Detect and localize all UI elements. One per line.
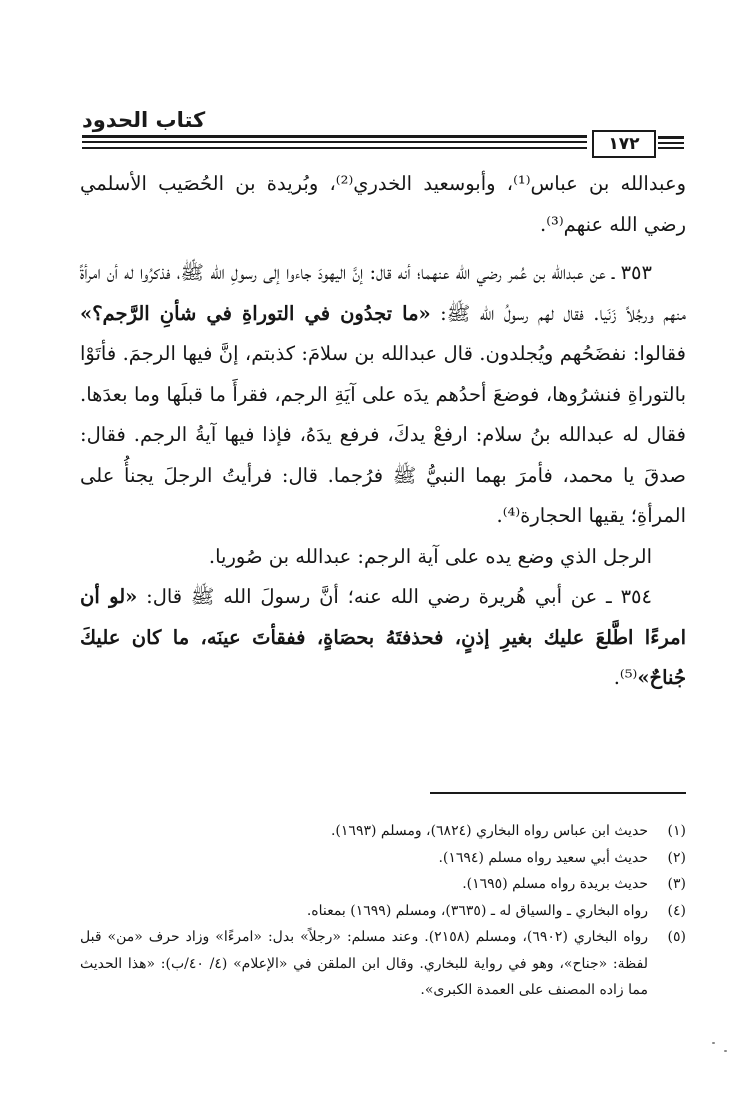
- header-rule: [82, 135, 587, 138]
- header-rule: [82, 141, 587, 143]
- footnote-text: رواه البخاري ـ والسياق له ـ (٣٦٣٥)، ومسلم (١٦٩٩) بمعناه.: [306, 902, 648, 919]
- footnote-text: حديث أبي سعيد رواه مسلم (١٦٩٤).: [438, 849, 648, 866]
- footnote-number: (٤): [667, 902, 686, 919]
- footnote: [80, 871, 686, 898]
- running-title: كتاب الحدود: [82, 108, 206, 132]
- footnote-number: (٥): [667, 929, 686, 945]
- hadith-353-quote: «ما تجدُون في التوراةِ في شأنِ الرَّجم؟»: [80, 301, 431, 325]
- footnote-number: (٣): [667, 876, 686, 892]
- page-number-ornament: [658, 142, 684, 144]
- page-number: ١٧٢: [592, 130, 656, 158]
- page-number-ornament: [658, 136, 684, 139]
- hadith-353-rest: فقالوا: نفضَحُهم ويُجلدون. قال عبدالله بن سلامَ: كذبتم، إنَّ فيها الرجمَ. فأتَوْا بالتوراةِ فنشرُوها، فوضعَ أحدُهم يدَه على آيَةِ الرجم، فقرأَ ما قبلَها وما بعدَها. فقال له عبدالله بنُ سلام: ارفعْ يدكَ، فرفع يدَهُ، فإذا فيها آيةُ الرجم. فقال: صدقَ يا محمد، فأمرَ بهما النبيُّ ﷺ فرُجما. قال: فرأيتُ الرجلَ يجنأُ على المرأةِ؛ يقيها الحجارة⁽⁴⁾.: [80, 342, 686, 527]
- hadith-354-intro: ٣٥٤ ـ عن أبي هُريرة رضي الله عنه؛ أنَّ رسولَ الله ﷺ قال:: [137, 585, 652, 608]
- hadith-354-quote: «لو أن امرءًا اطَّلعَ عليك بغيرِ إذنٍ، فحذفتَهُ بحصَاةٍ، ففقأتَ عينَه، ما كان عليكَ جُناحٌ»: [80, 585, 686, 689]
- footnote-text: رواه البخاري (٦٩٠٢)، ومسلم (٢١٥٨). وعند مسلم: «رجلاً» بدل: «امرءًا» وزاد حرف «من» قبل لفظة: «جناح»، وهو في رواية للبخاري. وقال ابن الملقن في «الإعلام» (٤/ ٤٠/ب): «هذا الحديث مما زاده المصنف على العمدة الكبرى».: [80, 929, 649, 998]
- hadith-353: [80, 253, 686, 537]
- hadith-354-ref: ⁽⁵⁾.: [613, 666, 638, 689]
- footnote-text: حديث بريدة رواه مسلم (١٦٩٥).: [462, 876, 648, 892]
- page-header: [82, 108, 684, 154]
- footnote: [80, 898, 686, 925]
- scan-speck: [724, 1050, 727, 1052]
- header-rule: [82, 147, 587, 149]
- footnote: [80, 818, 686, 845]
- page-number-ornament: [658, 147, 684, 149]
- explanatory-note: الرجل الذي وضع يده على آية الرجم: عبدالله بن صُوريا.: [208, 544, 652, 568]
- footnotes: [80, 818, 686, 1004]
- main-text: [80, 164, 686, 699]
- scan-speck: [712, 1042, 715, 1044]
- footnote-number: (١): [667, 823, 686, 839]
- footnote: [80, 924, 686, 1004]
- footnote-separator: [430, 792, 686, 794]
- hadith-353-intro: ٣٥٣ ـ عن عبدالله بن عُمر رضي الله عنهما؛ أنه قال: إنَّ اليهودَ جاءوا إلى رسولِ الله ﷺ، فذكرُوا له أن امرأةً منهم ورجُلاً زَنَيا. فقال لهم رسولُ الله ﷺ:: [80, 261, 686, 325]
- footnote: [80, 845, 686, 872]
- footnote-number: (٢): [667, 849, 686, 866]
- footnote-text: حديث ابن عباس رواه البخاري (٦٨٢٤)، ومسلم (١٦٩٣).: [330, 823, 648, 839]
- paragraph-continuation: وعبدالله بن عباس⁽¹⁾، وأبوسعيد الخدري⁽²⁾، وبُريدة بن الحُصَيب الأسلمي رضي الله عنهم⁽³⁾.: [80, 172, 686, 236]
- hadith-354: [80, 577, 686, 699]
